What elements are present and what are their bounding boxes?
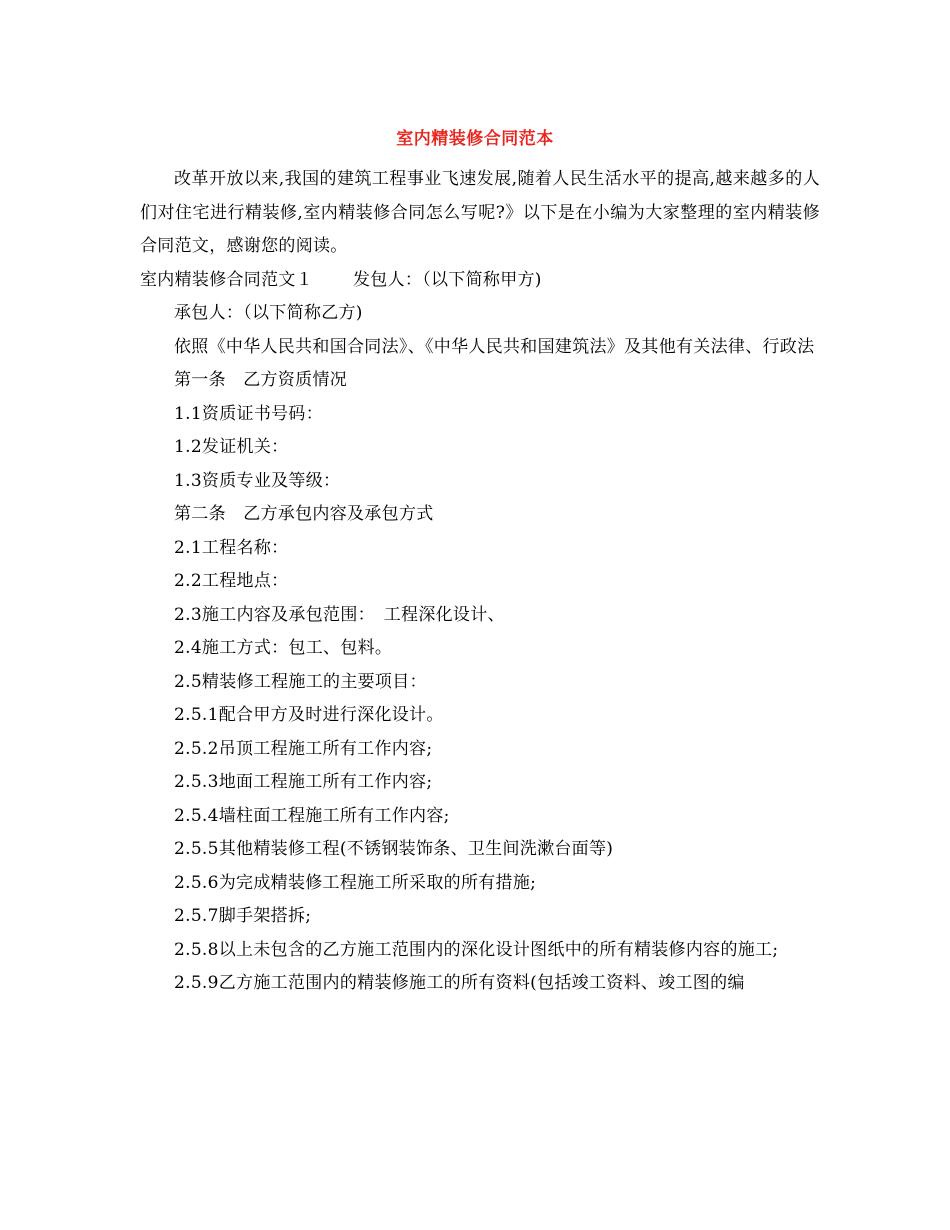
- clause-line: 2.5.1配合甲方及时进行深化设计。: [174, 705, 444, 725]
- document-title: 室内精装修合同范本: [396, 129, 554, 149]
- clause-line: 2.3施工内容及承包范围： 工程深化设计、: [174, 604, 505, 625]
- clause-line: 1.2发证机关：: [174, 437, 289, 457]
- clause-line: 2.5.7脚手架搭拆;: [174, 906, 312, 926]
- clause-line: 2.5.3地面工程施工所有工作内容;: [174, 772, 433, 792]
- clause-line: 2.5.8以上未包含的乙方施工范围内的深化设计图纸中的所有精装修内容的施工;: [174, 939, 779, 960]
- clause-line: 1.1资质证书号码：: [174, 403, 324, 424]
- sample-heading-line: [140, 264, 820, 298]
- party-a-line: 发包人：（以下简称甲方): [353, 269, 542, 290]
- article-1-heading: 第一条 乙方资质情况: [174, 370, 347, 390]
- party-b-line: 承包人：（以下简称乙方): [174, 303, 363, 323]
- sample-heading: 室内精装修合同范文１: [140, 269, 313, 290]
- clause-line: 2.1工程名称：: [174, 537, 289, 558]
- clause-line: 1.3资质专业及等级：: [174, 470, 341, 491]
- legal-basis-paragraph: 依照《中华人民共和国合同法》、《中华人民共和国建筑法》及其他有关法律、行政法: [174, 336, 815, 357]
- clause-line: 2.2工程地点：: [174, 571, 289, 591]
- document-body: [140, 163, 820, 1001]
- clause-line: 2.4施工方式：包工、包料。: [174, 638, 393, 658]
- clause-line: 2.5.6为完成精装修工程施工所采取的所有措施;: [174, 872, 537, 893]
- clause-line: 2.5.4墙柱面工程施工所有工作内容;: [174, 805, 450, 826]
- clause-line: 2.5.2吊顶工程施工所有工作内容;: [174, 738, 433, 759]
- intro-paragraph: 改革开放以来,我国的建筑工程事业飞速发展,随着人民生活水平的提高,越来越多的人们对住宅进行精装修,室内精装修合同怎么写呢?》以下是在小编为大家整理的室内精装修合同范文，感谢您的阅读。: [140, 169, 820, 256]
- clause-line: 2.5精装修工程施工的主要项目：: [174, 671, 427, 692]
- clause-line: 2.5.5其他精装修工程(不锈钢装饰条、卫生间洗漱台面等): [174, 839, 614, 859]
- article-2-heading: 第二条 乙方承包内容及承包方式: [174, 504, 434, 524]
- clause-line: 2.5.9乙方施工范围内的精装修施工的所有资料(包括竣工资料、竣工图的编: [174, 973, 745, 993]
